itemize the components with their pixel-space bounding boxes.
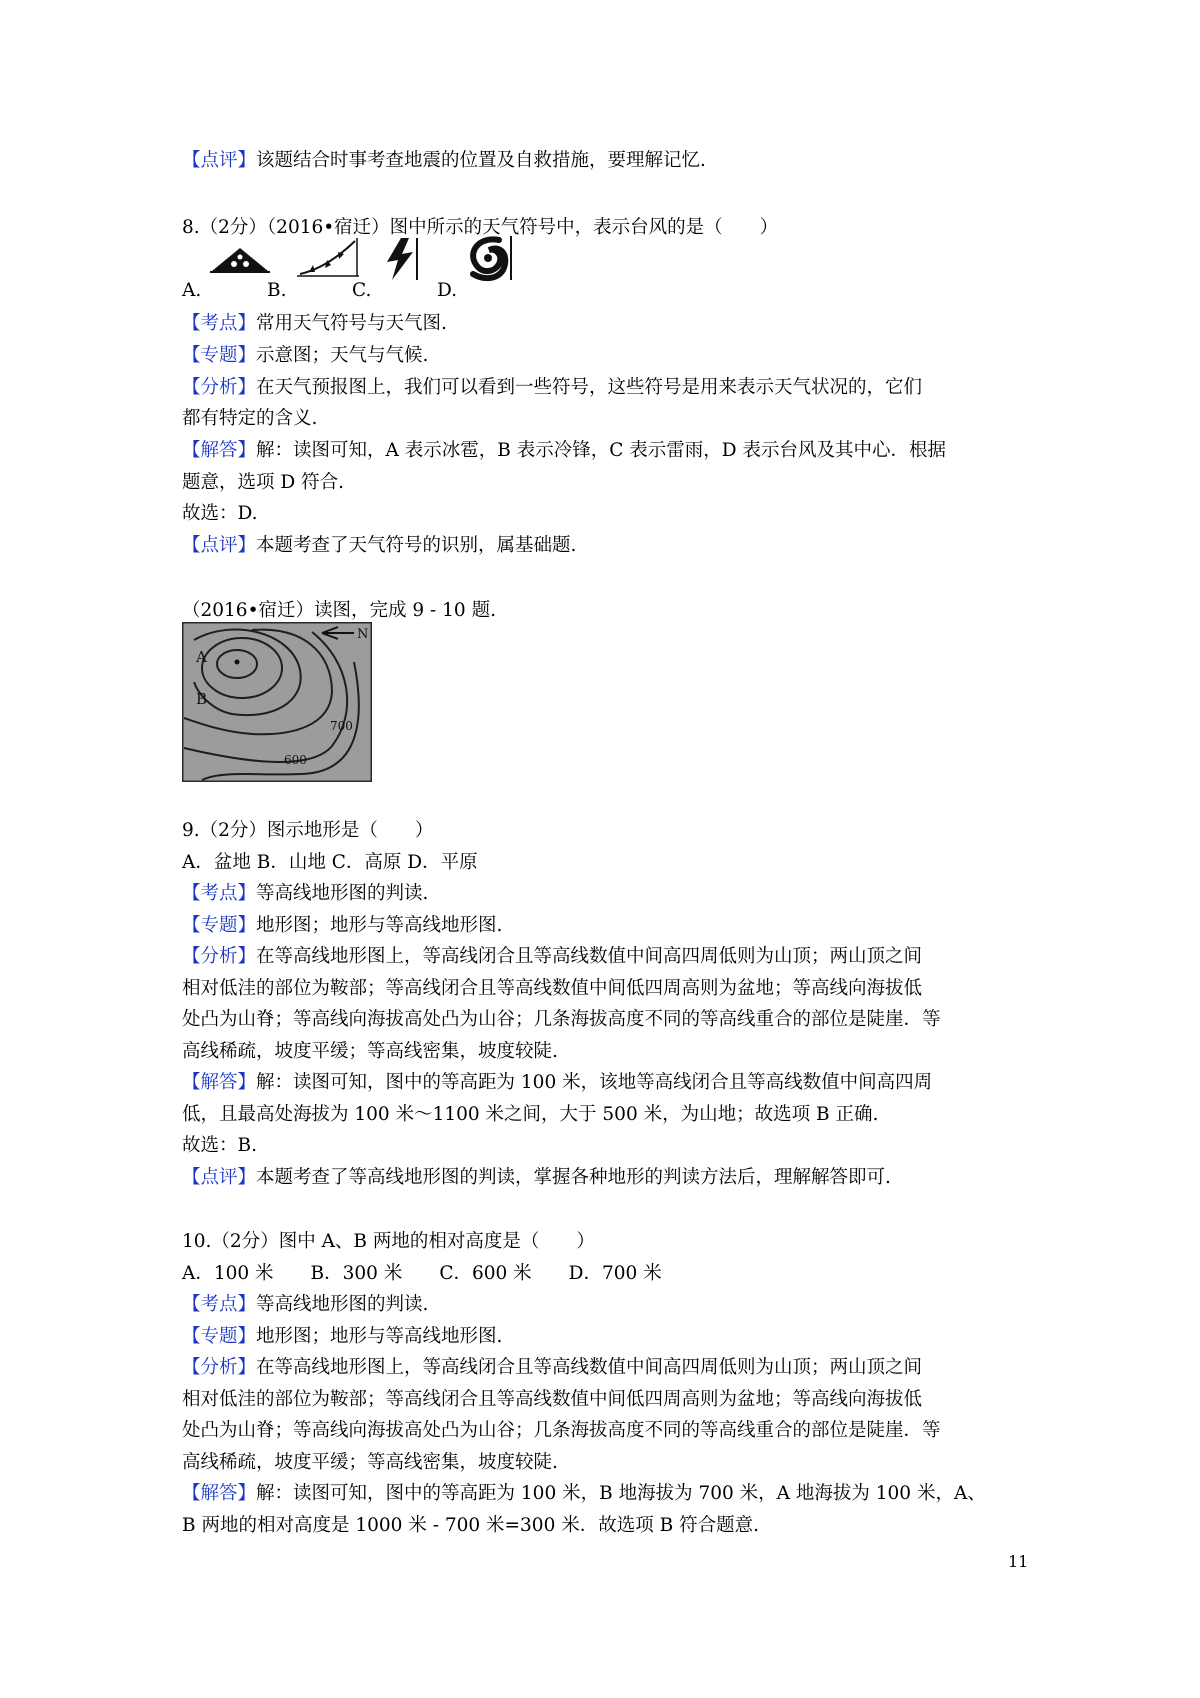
jieda-line: 低，且最高处海拔为 100 米～1100 米之间，大于 500 米，为山地；故选项 B 正确. xyxy=(182,1104,879,1125)
map-label-north: N xyxy=(357,627,369,642)
dianping-text: 本题考查了等高线地形图的判读，掌握各种地形的判读方法后，理解解答即可. xyxy=(256,1167,891,1188)
kaodian-text: 等高线地形图的判读. xyxy=(256,883,429,904)
dianping-text: 本题考查了天气符号的识别，属基础题. xyxy=(256,535,577,556)
zhuanti-tag: 【专题】 xyxy=(182,915,257,936)
comment-text: 该题结合时事考查地震的位置及自救措施，要理解记忆. xyxy=(256,150,706,171)
zhuanti-line xyxy=(182,913,502,939)
fenxi-line xyxy=(182,375,922,401)
kaodian-text: 常用天气符号与天气图. xyxy=(256,313,447,334)
map-label-b: B xyxy=(196,690,208,708)
fenxi-line: 处凸为山脊；等高线向海拔高处凸为山谷；几条海拔高度不同的等高线重合的部位是陡崖．等 xyxy=(182,1009,941,1030)
dianping-line xyxy=(182,1165,891,1191)
jieda-line: B 两地的相对高度是 1000 米 - 700 米=300 米．故选项 B 符合题意. xyxy=(182,1515,759,1536)
jieda-line xyxy=(182,438,946,464)
typhoon-icon xyxy=(463,234,513,282)
jieda-tag: 【解答】 xyxy=(182,1483,257,1504)
hail-icon xyxy=(210,244,270,274)
thunderstorm-icon xyxy=(381,236,419,282)
question-10-stem: 10.（2分）图中 A、B 两地的相对高度是（ ） xyxy=(182,1231,595,1252)
kaodian-line xyxy=(182,881,428,907)
page-number: 11 xyxy=(1008,1552,1029,1571)
fenxi-line xyxy=(182,944,922,970)
option-b-label: B. xyxy=(267,280,287,301)
jieda-line: 题意，选项 D 符合. xyxy=(182,472,344,493)
fenxi-text: 在等高线地形图上，等高线闭合且等高线数值中间高四周低则为山顶；两山顶之间 xyxy=(256,946,923,967)
kaodian-text: 等高线地形图的判读. xyxy=(256,1294,429,1315)
zhuanti-text: 地形图；地形与等高线地形图. xyxy=(256,1326,503,1347)
jieda-tag: 【解答】 xyxy=(182,440,257,461)
question-9-stem: 9.（2分）图示地形是（ ） xyxy=(182,820,434,841)
zhuanti-tag: 【专题】 xyxy=(182,345,257,366)
kaodian-tag: 【考点】 xyxy=(182,1294,257,1315)
fenxi-text: 在天气预报图上，我们可以看到一些符号，这些符号是用来表示天气状况的，它们 xyxy=(256,377,923,398)
fenxi-line: 高线稀疏，坡度平缓；等高线密集，坡度较陡. xyxy=(182,1452,558,1473)
fenxi-line: 高线稀疏，坡度平缓；等高线密集，坡度较陡. xyxy=(182,1041,558,1062)
question-10-options: A．100 米 B．300 米 C．600 米 D．700 米 xyxy=(182,1263,662,1284)
jieda-text: 解：读图可知，图中的等高距为 100 米，该地等高线闭合且等高线数值中间高四周 xyxy=(256,1072,933,1093)
jieda-tag: 【解答】 xyxy=(182,1072,257,1093)
fenxi-line xyxy=(182,1355,922,1381)
dianping-line xyxy=(182,533,576,559)
fenxi-tag: 【分析】 xyxy=(182,946,257,967)
answer-line: 故选：D. xyxy=(182,503,258,524)
comment-tag: 【点评】 xyxy=(182,150,257,171)
contour-label-600: 600 xyxy=(284,753,307,767)
fenxi-line: 处凸为山脊；等高线向海拔高处凸为山谷；几条海拔高度不同的等高线重合的部位是陡崖．等 xyxy=(182,1420,941,1441)
zhuanti-text: 示意图；天气与气候. xyxy=(256,345,429,366)
kaodian-tag: 【考点】 xyxy=(182,883,257,904)
question-8-stem: 8.（2分）（2016•宿迁）图中所示的天气符号中，表示台风的是（ ） xyxy=(182,217,779,238)
fenxi-line: 都有特定的含义. xyxy=(182,408,318,429)
kaodian-tag: 【考点】 xyxy=(182,313,257,334)
option-a-label: A. xyxy=(182,280,202,301)
zhuanti-text: 地形图；地形与等高线地形图. xyxy=(256,915,503,936)
group-intro: （2016•宿迁）读图，完成 9 - 10 题. xyxy=(182,600,496,621)
dianping-tag: 【点评】 xyxy=(182,1167,257,1188)
fenxi-line: 相对低洼的部位为鞍部；等高线闭合且等高线数值中间低四周高则为盆地；等高线向海拔低 xyxy=(182,1389,923,1410)
kaodian-line xyxy=(182,311,447,337)
jieda-line xyxy=(182,1481,986,1507)
fenxi-line: 相对低洼的部位为鞍部；等高线闭合且等高线数值中间低四周高则为盆地；等高线向海拔低 xyxy=(182,978,923,999)
contour-map-figure xyxy=(182,622,372,782)
question-9-options: A．盆地 B．山地 C．高原 D．平原 xyxy=(182,852,478,873)
cold-front-icon xyxy=(297,238,359,278)
option-d-label: D. xyxy=(437,280,458,301)
dianping-tag: 【点评】 xyxy=(182,535,257,556)
comment-line xyxy=(182,148,706,174)
option-c-label: C. xyxy=(352,280,372,301)
answer-line: 故选：B. xyxy=(182,1135,257,1156)
zhuanti-tag: 【专题】 xyxy=(182,1326,257,1347)
zhuanti-line xyxy=(182,343,428,369)
jieda-text: 解：读图可知，图中的等高距为 100 米，B 地海拔为 700 米，A 地海拔为 100 米，A、 xyxy=(256,1483,986,1504)
fenxi-text: 在等高线地形图上，等高线闭合且等高线数值中间高四周低则为山顶；两山顶之间 xyxy=(256,1357,923,1378)
jieda-line xyxy=(182,1070,932,1096)
map-label-a: A xyxy=(196,648,207,666)
contour-label-700: 700 xyxy=(330,719,353,733)
fenxi-tag: 【分析】 xyxy=(182,1357,257,1378)
kaodian-line xyxy=(182,1292,428,1318)
fenxi-tag: 【分析】 xyxy=(182,377,257,398)
jieda-text: 解：读图可知，A 表示冰雹，B 表示冷锋，C 表示雷雨，D 表示台风及其中心．根据 xyxy=(256,440,946,461)
zhuanti-line xyxy=(182,1324,502,1350)
